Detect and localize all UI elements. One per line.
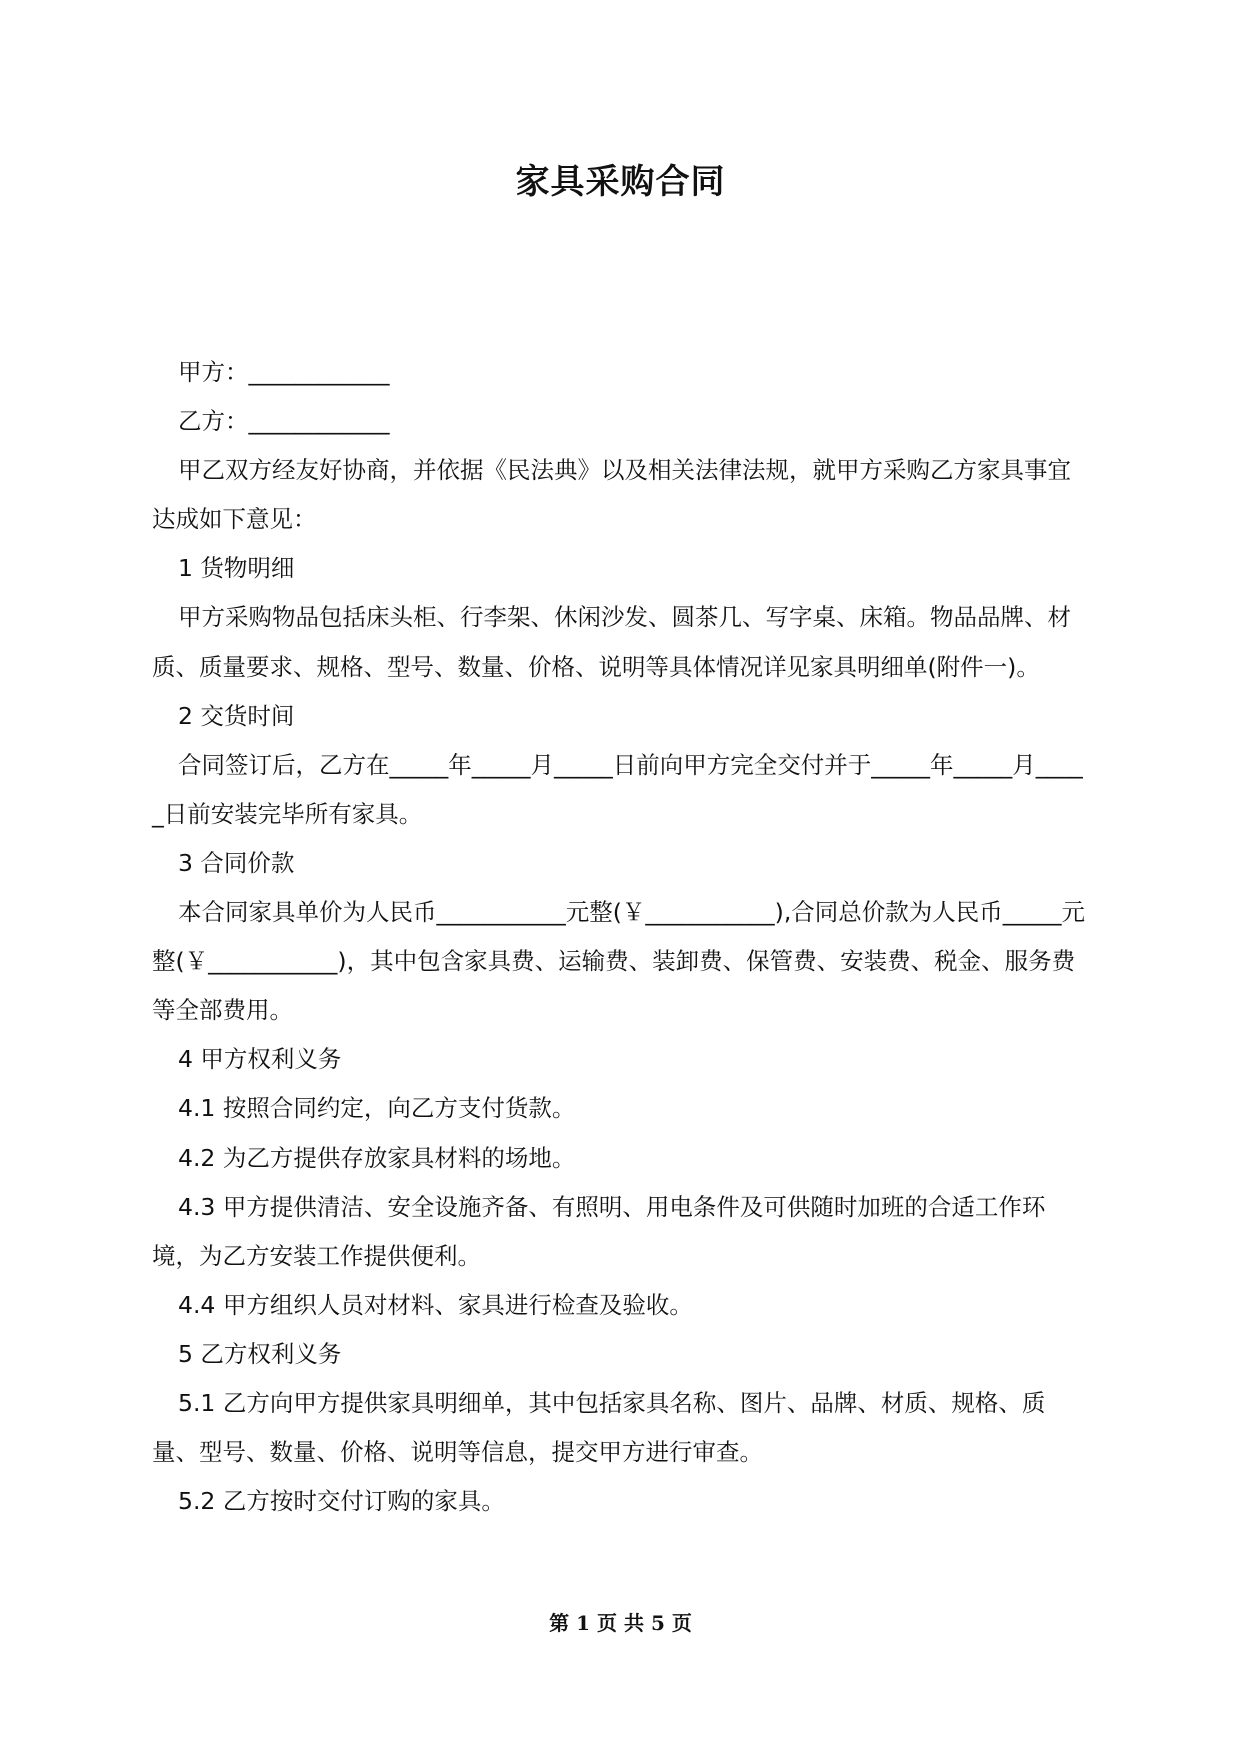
party-b-line: 乙方：____________ (178, 407, 390, 436)
section-heading-delivery: 2 交货时间 (178, 701, 295, 730)
preamble-paragraph: 甲乙双方经友好协商，并依据《民法典》以及相关法律法规，就甲方采购乙方家具事宜达成如下意见： (152, 456, 1071, 534)
delivery-paragraph: 合同签订后，乙方在_____年_____月_____日前向甲方完全交付并于_____年_____月_____日前安装完毕所有家具。 (152, 750, 1083, 828)
clause-4-2: 4.2 为乙方提供存放家具材料的场地。 (178, 1143, 576, 1172)
clause-4-4: 4.4 甲方组织人员对材料、家具进行检查及验收。 (178, 1290, 693, 1319)
clause-4-3: 4.3 甲方提供清洁、安全设施齐备、有照明、用电条件及可供随时加班的合适工作环境，为乙方安装工作提供便利。 (152, 1192, 1046, 1270)
price-paragraph: 本合同家具单价为人民币___________元整(￥___________),合同总价款为人民币_____元整(￥___________)，其中包含家具费、运输费、装卸费、保管费、安装费、税金、服务费等全部费用。 (152, 898, 1086, 1025)
section-heading-price: 3 合同价款 (178, 848, 295, 877)
goods-paragraph: 甲方采购物品包括床头柜、行李架、休闲沙发、圆茶几、写字桌、床箱。物品品牌、材质、质量要求、规格、型号、数量、价格、说明等具体情况详见家具明细单(附件一)。 (152, 603, 1071, 681)
clause-5-2: 5.2 乙方按时交付订购的家具。 (178, 1487, 505, 1516)
page-footer: 第 1 页 共 5 页 (549, 1611, 692, 1635)
document-title: 家具采购合同 (515, 162, 726, 202)
section-heading-party-b: 5 乙方权利义务 (178, 1339, 342, 1368)
clause-4-1: 4.1 按照合同约定，向乙方支付货款。 (178, 1094, 576, 1123)
section-heading-goods: 1 货物明细 (178, 554, 295, 583)
party-a-line: 甲方：____________ (178, 358, 390, 386)
clause-5-1: 5.1 乙方向甲方提供家具明细单，其中包括家具名称、图片、品牌、材质、规格、质量、型号、数量、价格、说明等信息，提交甲方进行审查。 (152, 1388, 1046, 1467)
document-body (152, 348, 1092, 1526)
section-heading-party-a: 4 甲方权利义务 (178, 1045, 342, 1074)
